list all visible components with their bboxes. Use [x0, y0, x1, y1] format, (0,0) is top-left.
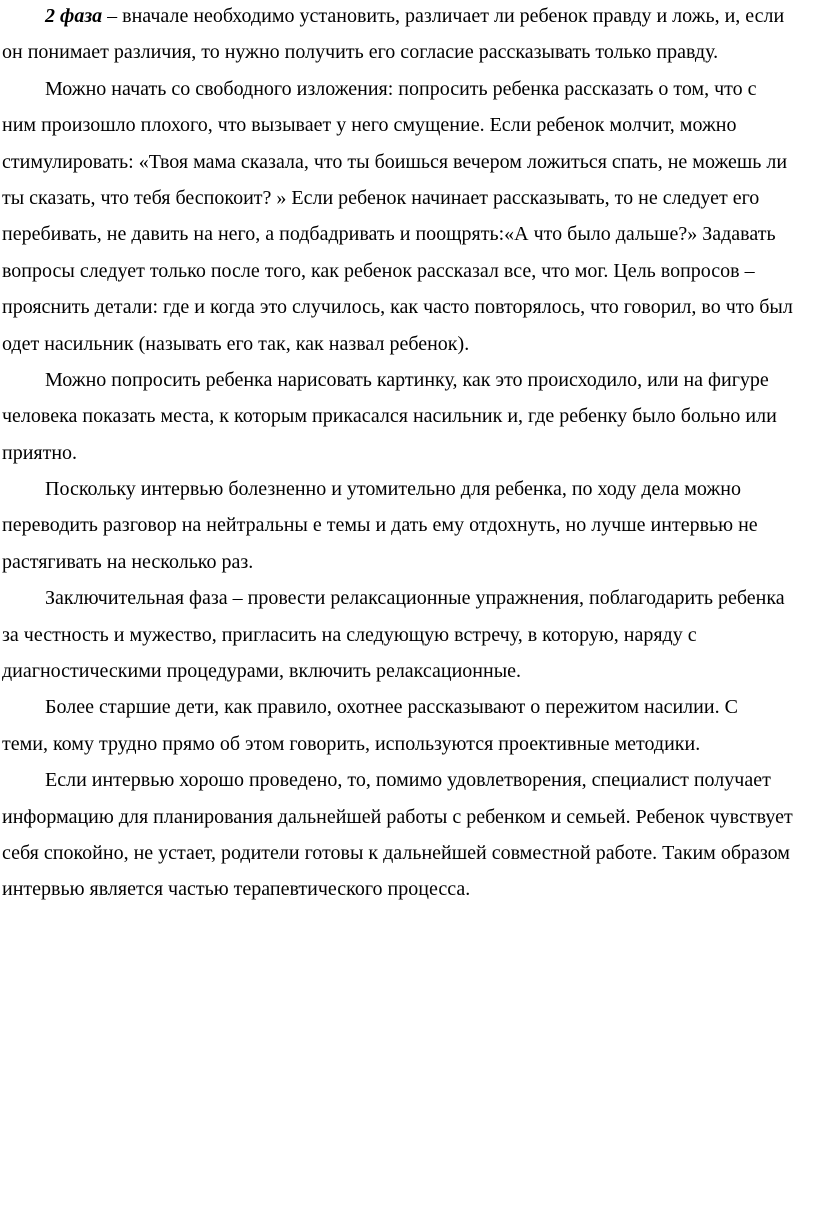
paragraph-drawing	[2, 362, 816, 471]
text-line: Заключительная фаза – провести релаксационные упражнения, поблагодарить ребенка	[45, 587, 785, 610]
text-line: себя спокойно, не устает, родители готовы к дальнейшей совместной работе. Таким образом	[2, 841, 790, 864]
text-line: переводить разговор на нейтральны е темы и дать ему отдохнуть, но лучше интервью не	[2, 514, 758, 537]
paragraph-final-phase	[2, 580, 816, 689]
text-line: человека показать места, к которым прикасался насильник и, где ребенку было больно или	[2, 405, 777, 428]
text-line: перебивать, не давить на него, а подбадривать и поощрять:«А что было дальше?» Задавать	[2, 223, 776, 246]
text-line: он понимает различия, то нужно получить его согласие рассказывать только правду.	[2, 41, 719, 64]
text-line: информацию для планирования дальнейшей работы с ребенком и семьей. Ребенок чувствует	[2, 805, 793, 828]
text-line: растягивать на несколько раз.	[2, 550, 254, 573]
text-line: вопросы следует только после того, как ребенок рассказал все, что мог. Цель вопросов –	[2, 259, 755, 282]
text-line: Можно попросить ребенка нарисовать картинку, как это происходило, или на фигуре	[45, 368, 769, 391]
text-line: ты сказать, что тебя беспокоит? » Если ребенок начинает рассказывать, то не следует его	[2, 186, 760, 209]
text-line: ним произошло плохого, что вызывает у него смущение. Если ребенок молчит, можно	[2, 114, 737, 137]
text-line: Поскольку интервью болезненно и утомительно для ребенка, по ходу дела можно	[45, 478, 741, 501]
phase-text: – вначале необходимо установить, различает ли ребенок правду и ложь, и, если	[102, 5, 785, 27]
paragraph-interview-fatigue	[2, 471, 816, 580]
text-line: интервью является частью терапевтического процесса.	[2, 878, 471, 901]
text-line: Если интервью хорошо проведено, то, помимо удовлетворения, специалист получает	[45, 769, 771, 792]
text-line: Можно начать со свободного изложения: попросить ребенка рассказать о том, что с	[45, 77, 757, 100]
text-line: диагностическими процедурами, включить релаксационные.	[2, 660, 522, 683]
document-text	[2, 0, 816, 908]
text-line: одет насильник (называть его так, как назвал ребенок).	[2, 332, 470, 355]
paragraph-free-narration	[2, 71, 816, 362]
text-line: стимулировать: «Твоя мама сказала, что ты боишься вечером ложиться спать, не можешь ли	[2, 150, 788, 173]
text-line	[2, 0, 816, 34]
text-line: за честность и мужество, пригласить на следующую встречу, в которую, наряду с	[2, 623, 697, 646]
phase-heading: 2 фаза	[45, 5, 103, 27]
paragraph-older-children	[2, 689, 816, 762]
text-line: прояснить детали: где и когда это случилось, как часто повторялось, что говорил, во что был	[2, 296, 793, 319]
text-line: приятно.	[2, 441, 78, 464]
paragraph-phase-2	[2, 0, 816, 71]
text-line: Более старшие дети, как правило, охотнее рассказывают о пережитом насилии. С	[45, 696, 738, 719]
paragraph-conclusion	[2, 762, 816, 908]
text-line: теми, кому трудно прямо об этом говорить, используются проективные методики.	[2, 732, 701, 755]
